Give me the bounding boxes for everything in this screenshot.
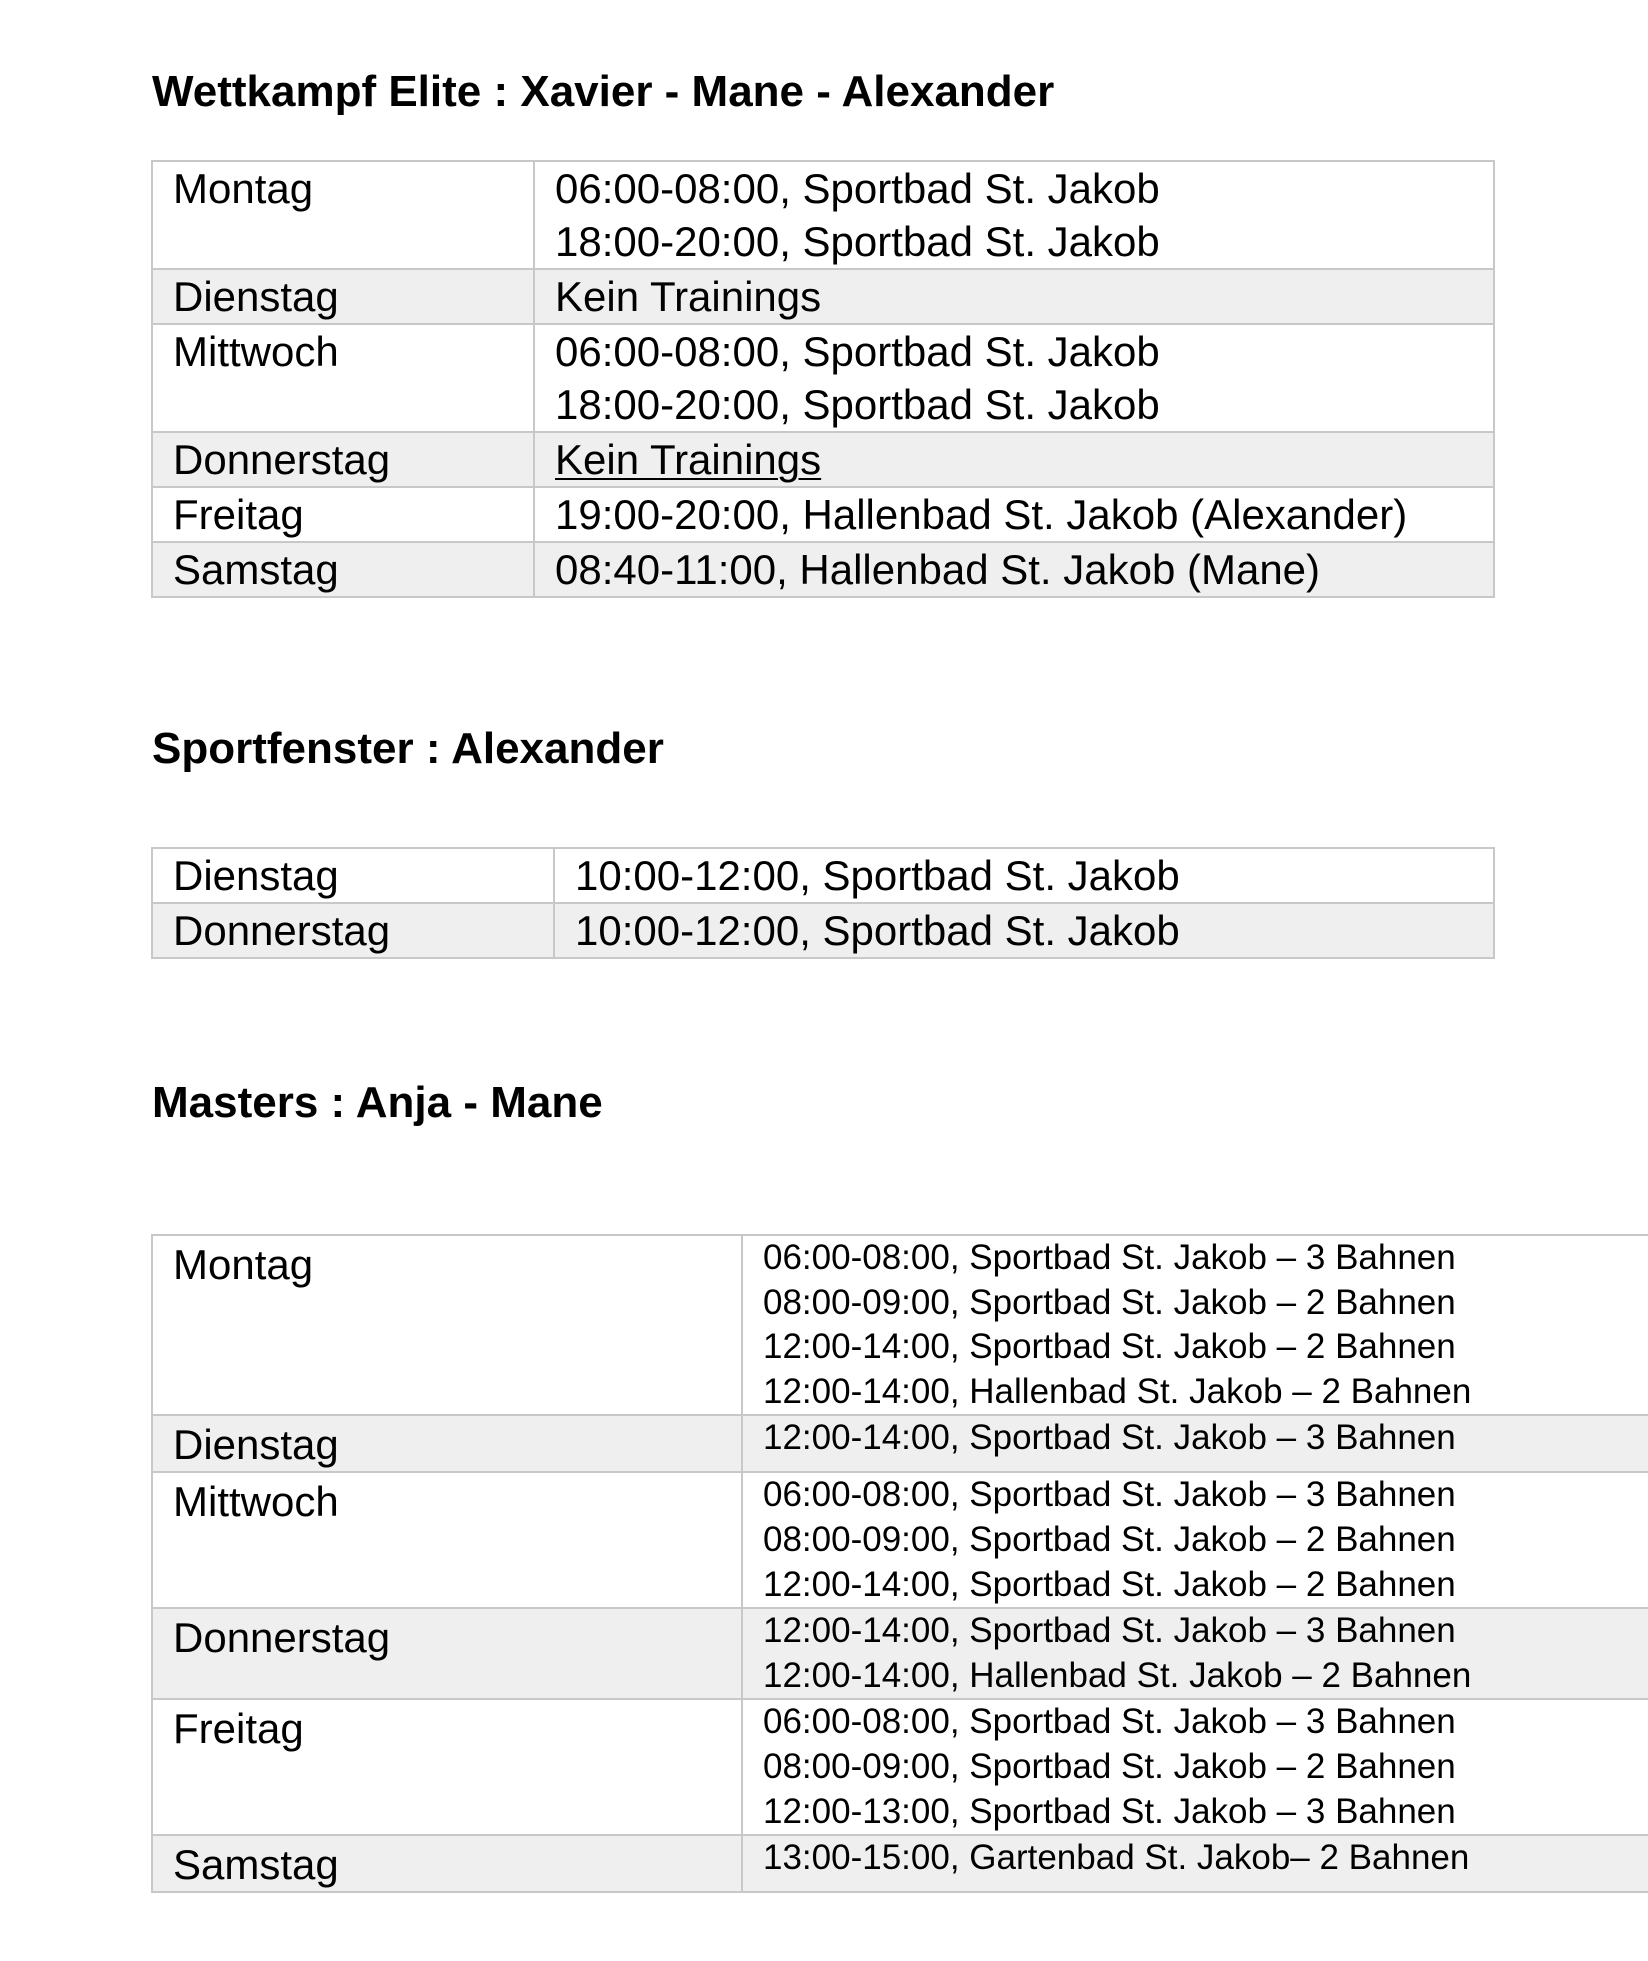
time-cell [534, 269, 1494, 324]
sportfenster-schedule-table [151, 847, 1495, 959]
table-row [152, 324, 1494, 432]
day-cell: Mittwoch [152, 324, 534, 432]
time-line: Kein Trainings [555, 436, 822, 483]
table-row [152, 1235, 1648, 1415]
day-cell: Dienstag [152, 269, 534, 324]
time-cell [742, 1699, 1648, 1835]
table-row [152, 1835, 1648, 1892]
sportfenster-section-title: Sportfenster : Alexander [152, 724, 664, 773]
time-line: 12:00-14:00, Sportbad St. Jakob – 2 Bahnen [763, 1564, 1456, 1604]
time-line: 06:00-08:00, Sportbad St. Jakob [555, 165, 1160, 212]
table-row [152, 161, 1494, 269]
table-row [152, 1608, 1648, 1699]
table-row [152, 1699, 1648, 1835]
day-cell: Samstag [152, 542, 534, 597]
time-line: 13:00-15:00, Gartenbad St. Jakob– 2 Bahnen [763, 1838, 1470, 1878]
time-line: 08:00-09:00, Sportbad St. Jakob – 2 Bahnen [763, 1282, 1456, 1322]
day-cell: Freitag [152, 487, 534, 542]
table-row [152, 542, 1494, 597]
table-row [152, 903, 1494, 958]
time-line: 12:00-13:00, Sportbad St. Jakob – 3 Bahnen [763, 1791, 1456, 1831]
time-line: 06:00-08:00, Sportbad St. Jakob – 3 Bahnen [763, 1238, 1456, 1277]
table-row [152, 487, 1494, 542]
day-cell: Dienstag [152, 1415, 742, 1472]
time-line: 12:00-14:00, Hallenbad St. Jakob – 2 Bahnen [763, 1655, 1472, 1695]
time-line: 12:00-14:00, Sportbad St. Jakob – 3 Bahnen [763, 1418, 1456, 1458]
day-cell: Freitag [152, 1699, 742, 1835]
day-cell: Donnerstag [152, 903, 554, 958]
time-cell [742, 1415, 1648, 1472]
time-cell [534, 487, 1494, 542]
time-cell [554, 903, 1494, 958]
day-cell: Samstag [152, 1835, 742, 1892]
time-line: 18:00-20:00, Sportbad St. Jakob [555, 218, 1160, 265]
table-row [152, 1415, 1648, 1472]
time-line: 12:00-14:00, Sportbad St. Jakob – 2 Bahnen [763, 1327, 1456, 1367]
time-line: 10:00-12:00, Sportbad St. Jakob [575, 852, 1180, 899]
time-cell [534, 324, 1494, 432]
time-line: 06:00-08:00, Sportbad St. Jakob [555, 328, 1160, 375]
elite-section-title: Wettkampf Elite : Xavier - Mane - Alexander [152, 67, 1055, 116]
time-line: 08:40-11:00, Hallenbad St. Jakob (Mane) [555, 546, 1321, 593]
time-line: 19:00-20:00, Hallenbad St. Jakob (Alexander) [555, 491, 1408, 538]
table-row [152, 432, 1494, 487]
time-line: 12:00-14:00, Sportbad St. Jakob – 3 Bahnen [763, 1611, 1456, 1651]
time-cell [742, 1835, 1648, 1892]
masters-section-title: Masters : Anja - Mane [152, 1078, 603, 1127]
day-cell: Montag [152, 1235, 742, 1415]
day-cell: Dienstag [152, 848, 554, 903]
time-cell [534, 432, 1494, 487]
day-cell: Donnerstag [152, 432, 534, 487]
table-row [152, 1472, 1648, 1608]
time-cell [742, 1235, 1648, 1415]
time-line: 12:00-14:00, Hallenbad St. Jakob – 2 Bahnen [763, 1371, 1472, 1411]
time-cell [534, 161, 1494, 269]
time-line: 08:00-09:00, Sportbad St. Jakob – 2 Bahnen [763, 1746, 1456, 1786]
time-cell [742, 1608, 1648, 1699]
elite-schedule-table [151, 160, 1495, 598]
masters-schedule-table [151, 1234, 1648, 1893]
table-row [152, 848, 1494, 903]
time-line: Kein Trainings [555, 273, 822, 320]
time-cell [742, 1472, 1648, 1608]
time-cell [534, 542, 1494, 597]
time-line: 08:00-09:00, Sportbad St. Jakob – 2 Bahnen [763, 1519, 1456, 1559]
time-line: 06:00-08:00, Sportbad St. Jakob – 3 Bahnen [763, 1702, 1456, 1742]
day-cell: Donnerstag [152, 1608, 742, 1699]
time-cell [554, 848, 1494, 903]
time-line: 06:00-08:00, Sportbad St. Jakob – 3 Bahnen [763, 1475, 1456, 1515]
day-cell: Montag [152, 161, 534, 269]
day-cell: Mittwoch [152, 1472, 742, 1608]
table-row [152, 269, 1494, 324]
time-line: 18:00-20:00, Sportbad St. Jakob [555, 381, 1160, 428]
time-line: 10:00-12:00, Sportbad St. Jakob [575, 907, 1180, 954]
